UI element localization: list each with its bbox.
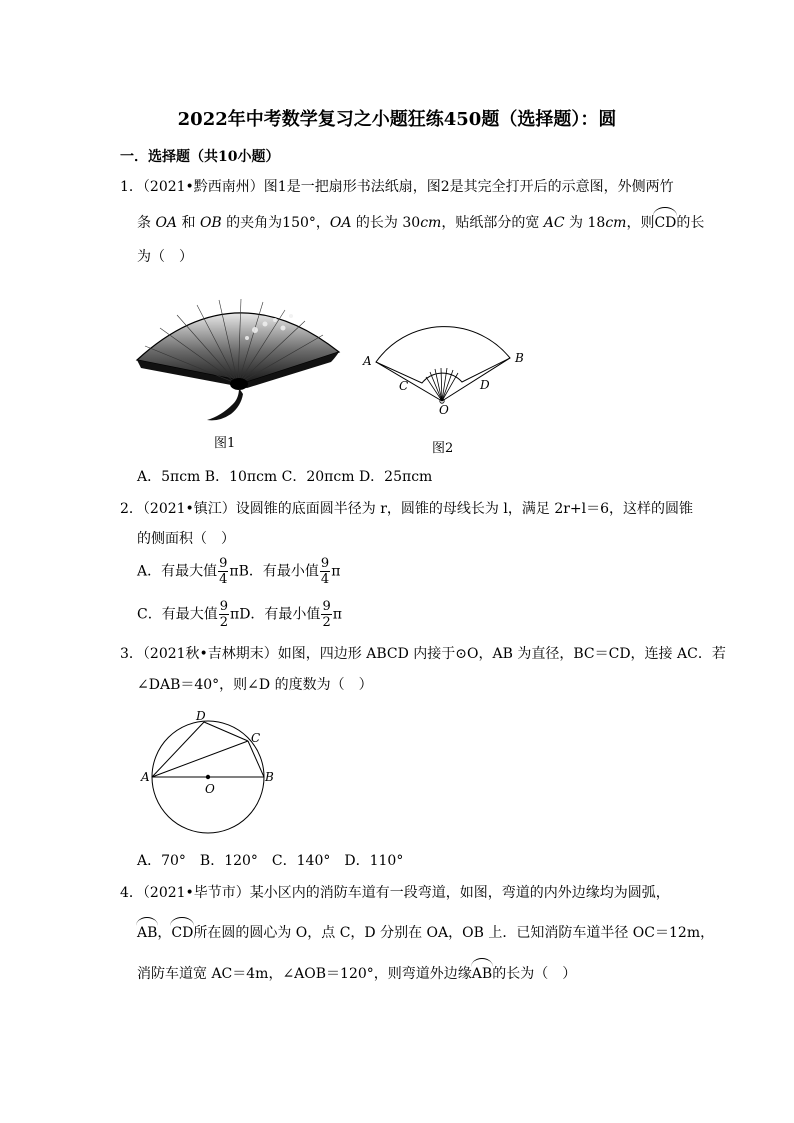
label-o: O bbox=[205, 782, 215, 796]
q1-line1: 1．（2021•黔西南州）图1是一把扇形书法纸扇，图2是其完全打开后的示意图，外侧两竹 bbox=[120, 179, 674, 195]
q4-line1: 4．（2021•毕节市）某小区内的消防车道有一段弯道，如图，弯道的内外边缘均为圆弧， bbox=[120, 885, 670, 901]
q3-options: A．70° B．120° C．140° D．110° bbox=[137, 853, 404, 869]
q2-options-row2: C．有最大值 $\frac{9}{2}$ πD．有最小值 $\frac{9}{2}$ π bbox=[137, 599, 342, 630]
label-c: C bbox=[399, 379, 409, 393]
label-b: B bbox=[515, 351, 524, 365]
page-title: 2022年中考数学复习之小题狂练450题（选择题）：圆 bbox=[177, 109, 617, 130]
q1-line3: 为（ ） bbox=[137, 249, 193, 265]
fan-illustration bbox=[135, 290, 345, 425]
q1-options: A．5πcm B．10πcm C．20πcm D．25πcm bbox=[137, 469, 433, 485]
circle-diagram bbox=[138, 706, 288, 838]
q1-line2: 条 OA 和 OB 的夹角为150°，OA 的长为 30cm，贴纸部分的宽 AC 为 18cm，则CD的长 bbox=[137, 215, 705, 231]
arc-cd: CD bbox=[171, 925, 194, 941]
label-d: D bbox=[480, 378, 490, 392]
fan-diagram bbox=[360, 310, 530, 420]
q4-line3: 消防车道宽 AC＝4m，∠AOB＝120°，则弯道外边缘AB的长为（ ） bbox=[137, 966, 577, 982]
q3-line1: 3．（2021秋•吉林期末）如图，四边形 ABCD 内接于⊙O，AB 为直径，BC＝CD，连接 AC．若 bbox=[120, 646, 726, 662]
label-o: O bbox=[439, 403, 449, 417]
q2-line1: 2．（2021•镇江）设圆锥的底面圆半径为 r，圆锥的母线长为 l，满足 2r+l＝6，这样的圆锥 bbox=[120, 501, 694, 517]
label-c: C bbox=[251, 731, 261, 745]
q2-line2: 的侧面积（ ） bbox=[137, 531, 235, 547]
fig2-caption: 图2 bbox=[432, 441, 454, 456]
section-heading: 一．选择题（共10小题） bbox=[120, 149, 280, 165]
arc-cd: CD bbox=[654, 215, 677, 231]
arc-ab: AB bbox=[137, 925, 158, 941]
fraction-9-4: $\frac{9}{4}$ bbox=[219, 556, 228, 587]
arc-ab: AB bbox=[471, 966, 493, 982]
fig1-caption: 图1 bbox=[214, 436, 236, 451]
fraction-9-4: $\frac{9}{4}$ bbox=[320, 556, 330, 587]
q2-options-row1: A．有最大值 $\frac{9}{4}$ πB．有最小值 $\frac{9}{4}$ π bbox=[137, 556, 341, 587]
fraction-9-2: $\frac{9}{2}$ bbox=[219, 599, 228, 630]
q4-line2: AB，CD所在圆的圆心为 O，点 C，D 分别在 OA，OB 上．已知消防车道半径 OC＝12m， bbox=[137, 925, 715, 941]
label-d: D bbox=[196, 709, 206, 723]
label-b: B bbox=[265, 770, 274, 784]
label-a: A bbox=[363, 354, 372, 368]
label-a: A bbox=[141, 770, 150, 784]
fraction-9-2: $\frac{9}{2}$ bbox=[322, 599, 331, 630]
q3-line2: ∠DAB＝40°，则∠D 的度数为（ ） bbox=[137, 677, 373, 693]
